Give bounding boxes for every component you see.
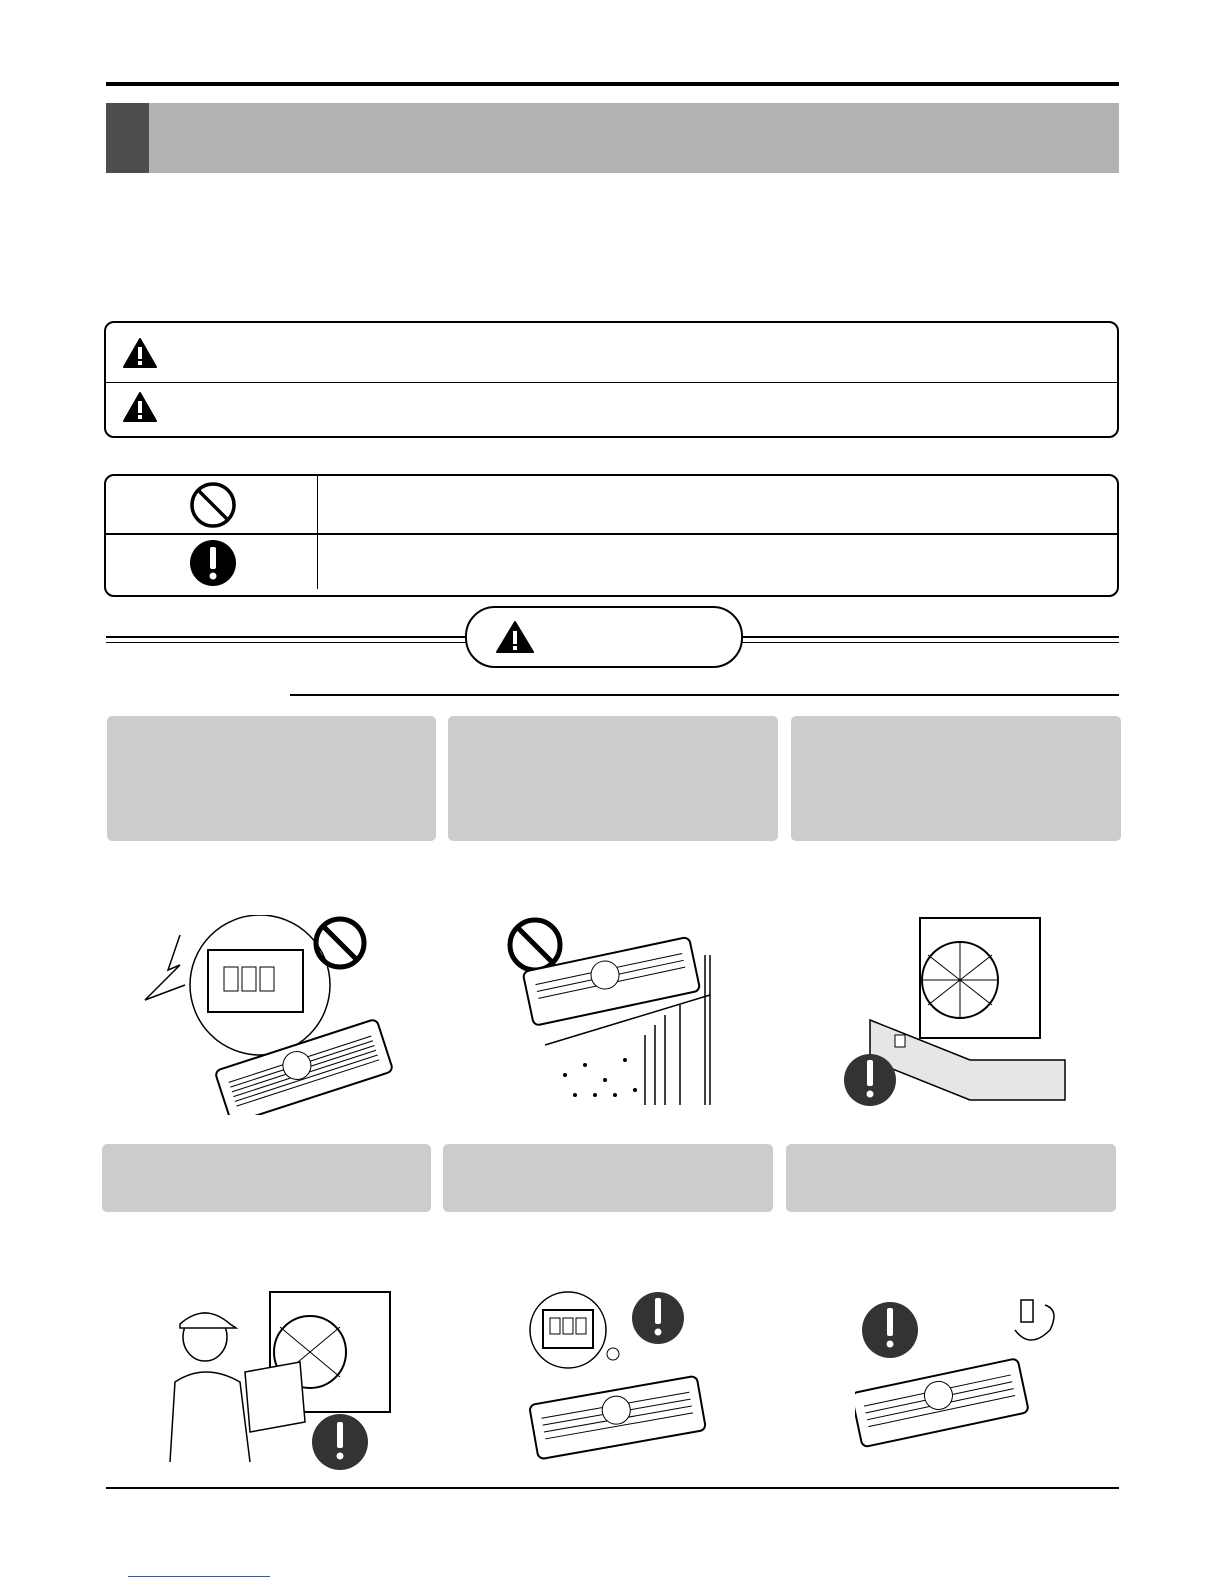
top-rule — [106, 82, 1119, 86]
caption-panel-6 — [786, 1144, 1116, 1212]
section-title-marker — [106, 103, 149, 173]
caption-panel-5 — [443, 1144, 773, 1212]
section-title-bar — [106, 103, 1119, 173]
mandatory-exclamation-icon — [188, 538, 238, 588]
caption-panel-4 — [102, 1144, 431, 1212]
caption-panel-3 — [791, 716, 1121, 841]
warning-divider-left-2 — [106, 642, 467, 643]
symbol-legend — [104, 474, 1119, 597]
illustration-switch-unit-prohibited — [140, 915, 400, 1115]
caption-panel-2 — [448, 716, 778, 841]
illustration-outdoor-unit-base-mandatory — [840, 910, 1080, 1120]
prohibited-icon — [188, 480, 238, 530]
illustration-window-water-prohibited — [505, 915, 735, 1115]
subsection-rule — [290, 694, 1119, 696]
illustration-indoor-unit-switch-mandatory — [528, 1290, 708, 1470]
illustration-installer-outdoor-unit-mandatory — [150, 1262, 410, 1472]
warning-header-pill — [465, 606, 743, 668]
caption-panel-1 — [107, 716, 436, 841]
warning-divider-right — [741, 636, 1119, 638]
warning-triangle-icon — [495, 620, 535, 654]
footer-link-underline[interactable] — [128, 1576, 270, 1577]
warning-divider-right-2 — [741, 642, 1119, 643]
bottom-rule — [106, 1487, 1119, 1489]
illustration-indoor-unit-fuse-mandatory — [855, 1290, 1085, 1470]
warning-triangle-icon — [122, 337, 158, 369]
signal-word-legend — [104, 321, 1119, 438]
warning-divider-left — [106, 636, 467, 638]
warning-triangle-icon — [122, 391, 158, 423]
